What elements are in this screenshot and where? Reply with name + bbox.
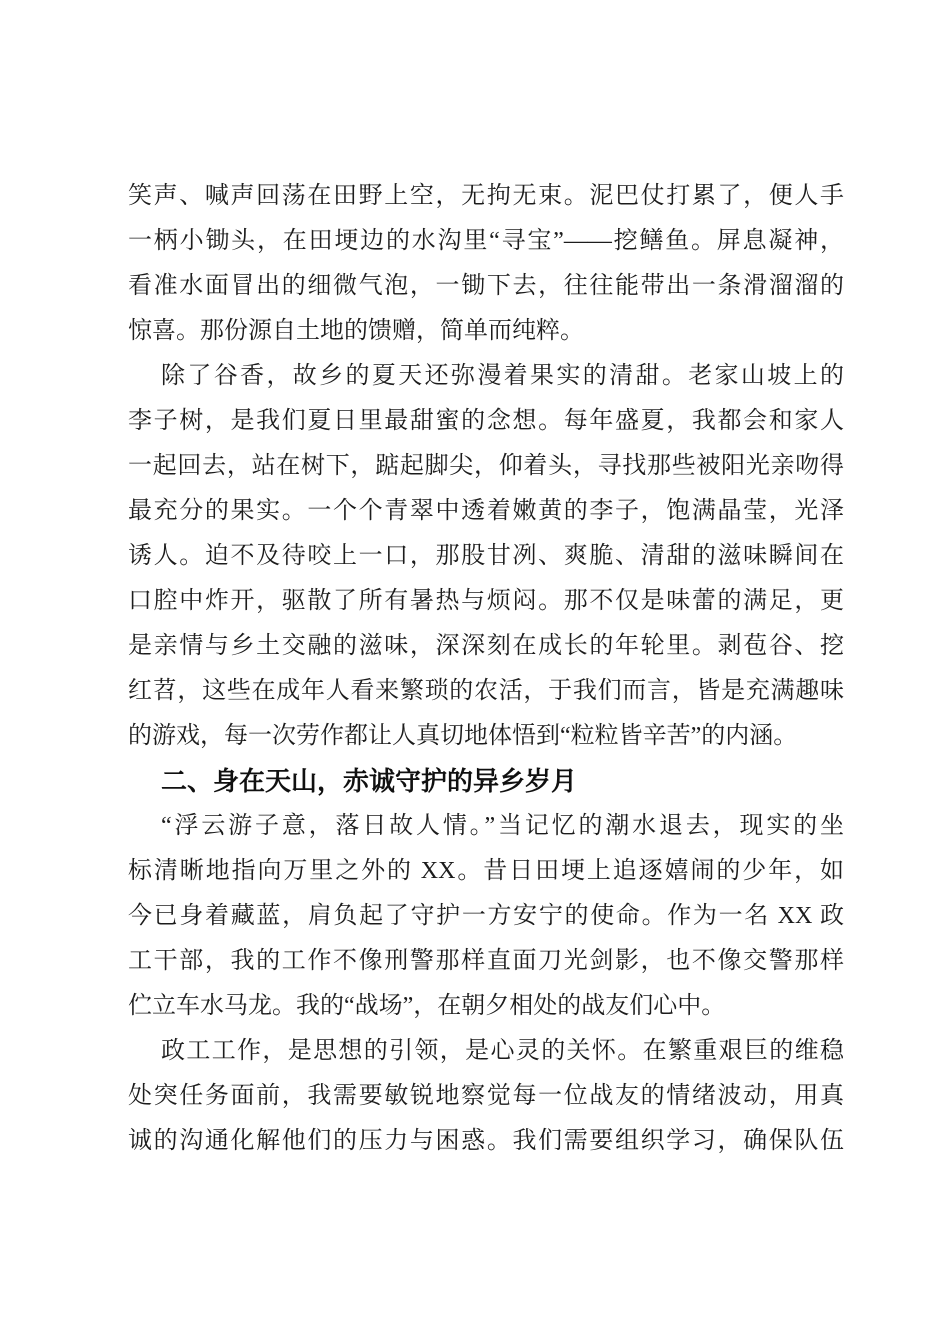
text-line: 诚的沟通化解他们的压力与困惑。我们需要组织学习，确保队伍 xyxy=(128,1128,844,1154)
text-line: 是亲情与乡土交融的滋味，深深刻在成长的年轮里。剥苞谷、挖 xyxy=(128,633,844,659)
text-line: 一柄小锄头，在田埂边的水沟里“寻宝”——挖鳝鱼。屏息凝神， xyxy=(128,228,844,254)
text-line: 今已身着藏蓝，肩负起了守护一方安宁的使命。作为一名 XX 政 xyxy=(128,903,844,929)
text-line: 政工工作，是思想的引领，是心灵的关怀。在繁重艰巨的维稳 xyxy=(161,1038,844,1064)
text-line: 笑声、喊声回荡在田野上空，无拘无束。泥巴仗打累了，便人手 xyxy=(128,183,844,209)
text-line: 处突任务面前，我需要敏锐地察觉每一位战友的情绪波动，用真 xyxy=(128,1083,844,1109)
text-line: 的游戏，每一次劳作都让人真切地体悟到“粒粒皆辛苦”的内涵。 xyxy=(128,723,798,749)
text-line: 惊喜。那份源自土地的馈赠，简单而纯粹。 xyxy=(128,318,584,344)
text-line: 李子树，是我们夏日里最甜蜜的念想。每年盛夏，我都会和家人 xyxy=(128,408,844,434)
text-line: 除了谷香，故乡的夏天还弥漫着果实的清甜。老家山坡上的 xyxy=(161,363,844,389)
text-line: 标清晰地指向万里之外的 XX。昔日田埂上追逐嬉闹的少年，如 xyxy=(128,858,844,884)
text-line: 一起回去，站在树下，踮起脚尖，仰着头，寻找那些被阳光亲吻得 xyxy=(128,453,844,479)
text-line: 工干部，我的工作不像刑警那样直面刀光剑影，也不像交警那样 xyxy=(128,948,844,974)
document-body xyxy=(128,174,844,1164)
text-line: 口腔中炸开，驱散了所有暑热与烦闷。那不仅是味蕾的满足，更 xyxy=(128,588,844,614)
text-line: 诱人。迫不及待咬上一口，那股甘冽、爽脆、清甜的滋味瞬间在 xyxy=(128,543,844,569)
text-line: 红苕，这些在成年人看来繁琐的农活，于我们而言，皆是充满趣味 xyxy=(128,678,844,704)
text-line: 看准水面冒出的细微气泡，一锄下去，往往能带出一条滑溜溜的 xyxy=(128,273,844,299)
text-line: 伫立车水马龙。我的“战场”，在朝夕相处的战友们心中。 xyxy=(128,993,726,1019)
text-line: “浮云游子意，落日故人情。”当记忆的潮水退去，现实的坐 xyxy=(161,813,844,839)
section-heading: 二、身在天山，赤诚守护的异乡岁月 xyxy=(161,766,578,796)
text-line: 最充分的果实。一个个青翠中透着嫩黄的李子，饱满晶莹，光泽 xyxy=(128,498,844,524)
